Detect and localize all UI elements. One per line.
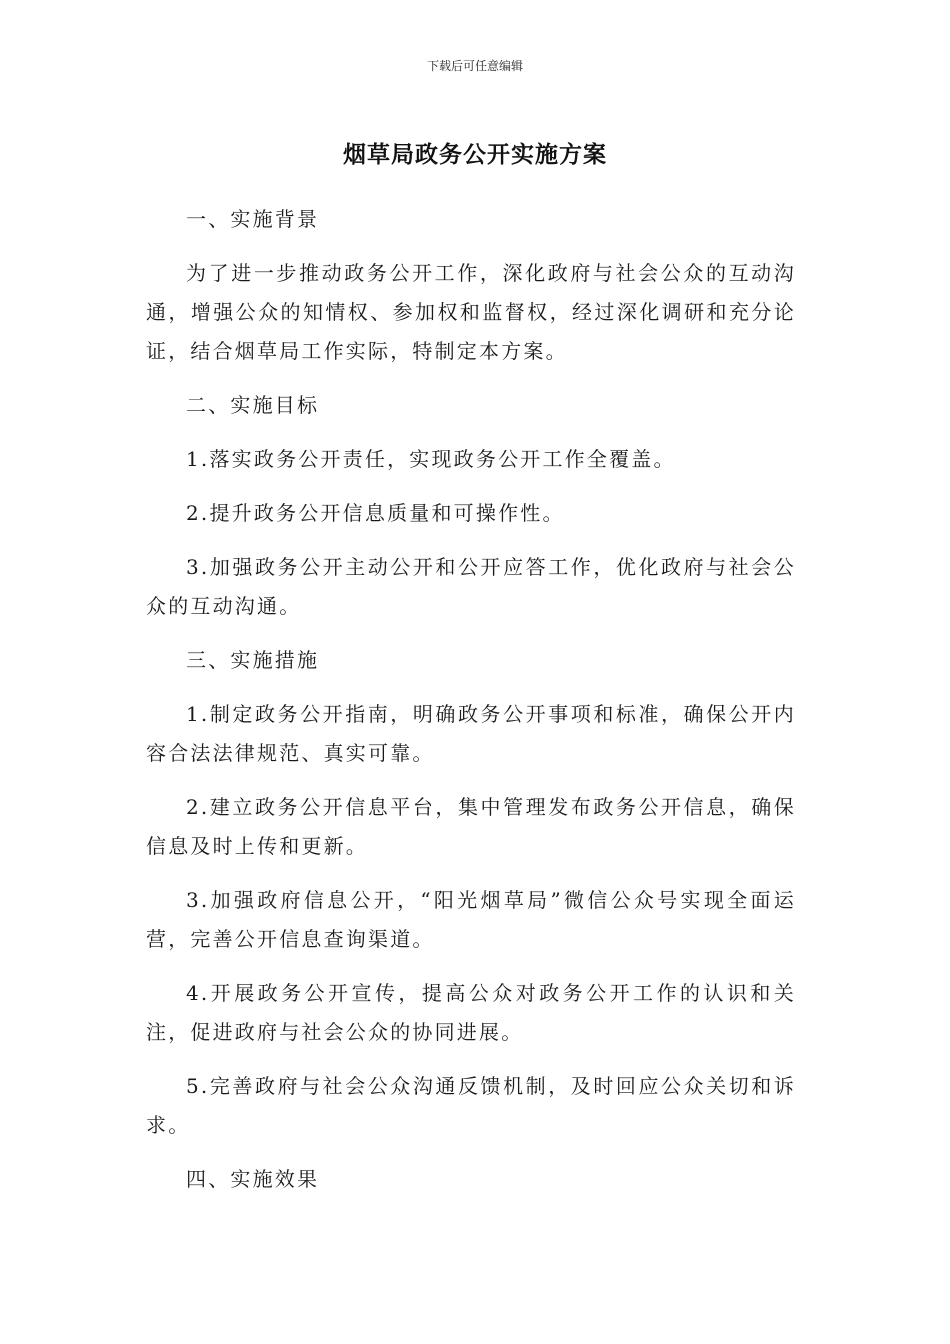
header-note: 下载后可任意编辑 [426, 59, 523, 73]
measure-item-2: 2.建立政务公开信息平台，集中管理发布政务公开信息，确保信息及时上传和更新。 [146, 795, 796, 858]
goal-item-2: 2.提升政务公开信息质量和可操作性。 [186, 501, 565, 525]
section-heading-measures: 三、实施措施 [186, 648, 320, 672]
measure-item-3: 3.加强政府信息公开，“阳光烟草局”微信公众号实现全面运营，完善公开信息查询渠道。 [146, 888, 796, 951]
measure-item-1: 1.制定政务公开指南，明确政务公开事项和标准，确保公开内容合法法律规范、真实可靠。 [146, 702, 796, 765]
document-body [146, 200, 796, 1214]
goal-item-3: 3.加强政务公开主动公开和公开应答工作，优化政府与社会公众的互动沟通。 [146, 555, 796, 618]
measure-item-4: 4.开展政务公开宣传，提高公众对政务公开工作的认识和关注，促进政府与社会公众的协同进展。 [146, 981, 796, 1044]
goal-item-1: 1.落实政务公开责任，实现政务公开工作全覆盖。 [186, 447, 676, 471]
section-heading-effects: 四、实施效果 [186, 1167, 320, 1191]
section-heading-background: 一、实施背景 [186, 207, 320, 231]
measure-item-5: 5.完善政府与社会公众沟通反馈机制，及时回应公众关切和诉求。 [146, 1074, 796, 1137]
paragraph-background: 为了进一步推动政务公开工作，深化政府与社会公众的互动沟通，增强公众的知情权、参加权和监督权，经过深化调研和充分论证，结合烟草局工作实际，特制定本方案。 [146, 261, 796, 363]
section-heading-goals: 二、实施目标 [186, 393, 320, 417]
document-title: 烟草局政务公开实施方案 [343, 142, 607, 168]
